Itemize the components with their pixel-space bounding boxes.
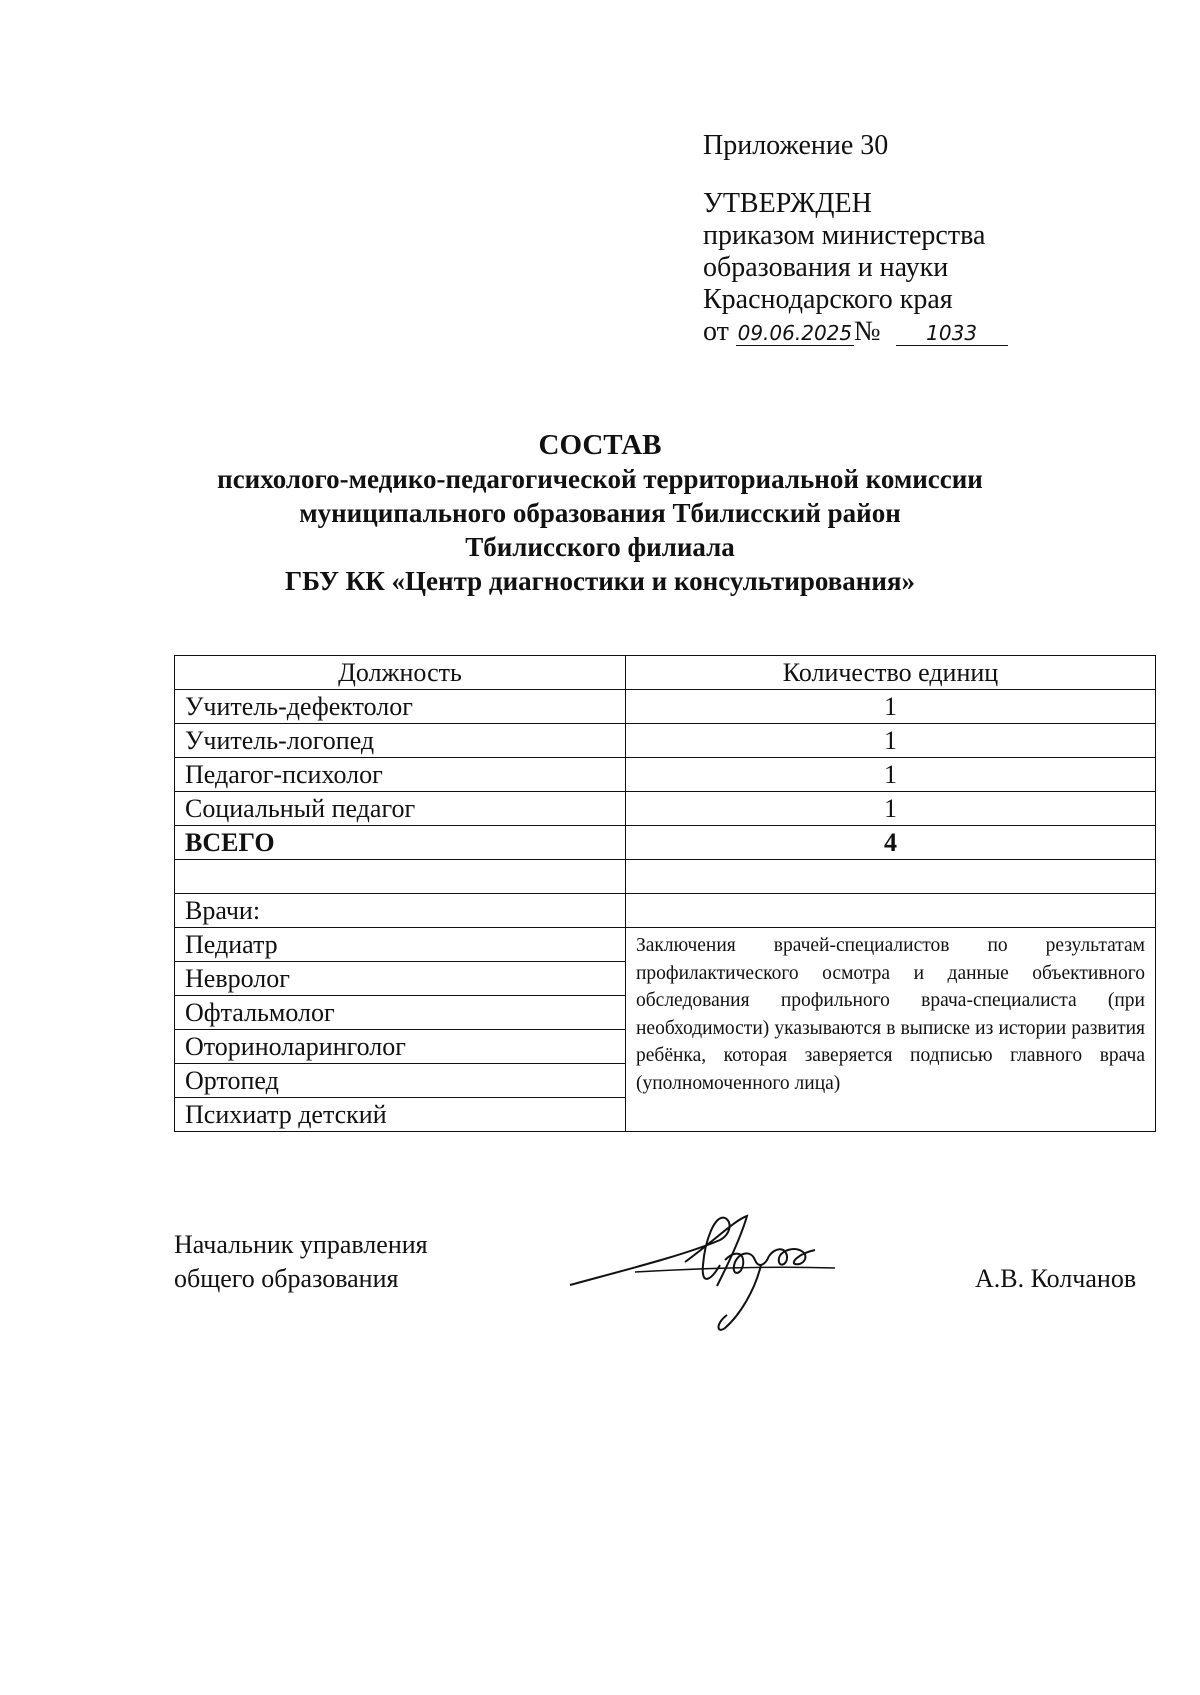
date-prefix: от	[703, 316, 729, 347]
count-cell: 1	[626, 792, 1156, 826]
handwritten-signature	[565, 1210, 865, 1340]
header-count: Количество единиц	[626, 656, 1156, 690]
approved-label: УТВЕРЖДЕН	[703, 188, 872, 219]
empty-cell	[626, 894, 1156, 928]
total-label: ВСЕГО	[175, 826, 626, 860]
empty-row	[175, 860, 1156, 894]
doctor-row	[175, 928, 1156, 962]
table-row	[175, 690, 1156, 724]
staff-table	[174, 655, 1156, 1132]
title-line-4: ГБУ КК «Центр диагностики и консультирования»	[284, 566, 916, 596]
approval-line-1: приказом министерства	[703, 220, 986, 251]
count-cell: 1	[626, 690, 1156, 724]
order-date: 09.06.2025	[737, 321, 853, 345]
doctor-cell: Оториноларинголог	[175, 1030, 626, 1064]
order-number: 1033	[896, 321, 1008, 346]
table-row	[175, 724, 1156, 758]
doctor-cell: Психиатр детский	[175, 1098, 626, 1132]
doctor-cell: Офтальмолог	[175, 996, 626, 1030]
appendix-label: Приложение 30	[703, 130, 889, 161]
signer-title	[174, 1228, 428, 1296]
total-count: 4	[626, 826, 1156, 860]
doctors-note: Заключения врачей-специалистов по результатам профилактического осмотра и данные объективного обследования профильного врача-специалиста (при необходимости) указываются в выписке из истории развития ребёнка, которая заверяется подписью главного врача (уполномоченного лица)	[626, 928, 1156, 1132]
doctor-cell: Педиатр	[175, 928, 626, 962]
position-cell: Социальный педагог	[175, 792, 626, 826]
position-cell: Педагог-психолог	[175, 758, 626, 792]
signer-title-line-1: Начальник управления	[174, 1230, 428, 1259]
document-title	[0, 428, 1200, 598]
title-line-1: психолого-медико-педагогической территориальной комиссии	[217, 464, 983, 494]
signer-title-line-2: общего образования	[174, 1264, 399, 1293]
table-row	[175, 792, 1156, 826]
position-cell: Учитель-логопед	[175, 724, 626, 758]
empty-cell	[175, 860, 626, 894]
table-header-row	[175, 656, 1156, 690]
count-cell: 1	[626, 724, 1156, 758]
doctor-cell: Невролог	[175, 962, 626, 996]
doctors-label-row	[175, 894, 1156, 928]
doctor-cell: Ортопед	[175, 1064, 626, 1098]
position-cell: Учитель-дефектолог	[175, 690, 626, 724]
total-row	[175, 826, 1156, 860]
title-main: СОСТАВ	[538, 429, 662, 461]
number-sign: №	[853, 316, 881, 347]
signer-name: А.В. Колчанов	[975, 1264, 1137, 1293]
table-row	[175, 758, 1156, 792]
approval-date-line	[703, 316, 1123, 348]
title-line-2: муниципального образования Тбилисский район	[299, 498, 901, 528]
approval-line-2: образования и науки	[703, 252, 949, 283]
approval-line-3: Краснодарского края	[703, 284, 953, 315]
approval-block	[703, 130, 1123, 348]
count-cell: 1	[626, 758, 1156, 792]
doctors-label: Врачи:	[175, 894, 626, 928]
empty-cell	[626, 860, 1156, 894]
title-line-3: Тбилисского филиала	[465, 532, 735, 562]
header-position: Должность	[175, 656, 626, 690]
